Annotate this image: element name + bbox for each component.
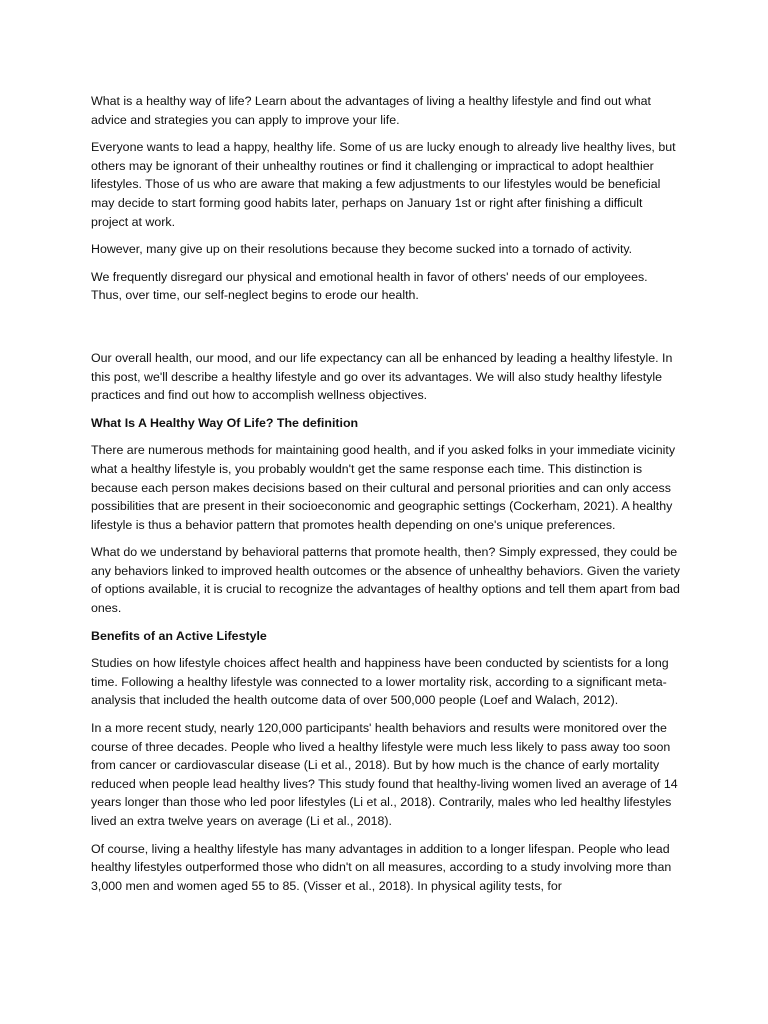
document-page xyxy=(91,92,681,904)
body-paragraph: In a more recent study, nearly 120,000 participants' health behaviors and results were monitored over the course of three decades. People who lived a healthy lifestyle were much less likely to pass away too soon from cancer or cardiovascular disease (Li et al., 2018). But by how much is the chance of early mortality reduced when people lead healthy lives? This study found that healthy-living women lived an average of 14 years longer than those who led poor lifestyles (Li et al., 2018). Contrarily, males who led healthy lifestyles lived an extra twelve years on average (Li et al., 2018). xyxy=(91,721,678,828)
body-paragraph: However, many give up on their resolutions because they become sucked into a tornado of activity. xyxy=(91,242,633,257)
body-paragraph: Of course, living a healthy lifestyle has many advantages in addition to a longer lifespan. People who lead healthy lifestyles outperformed those who didn't on all measures, according to a study involving more than 3,000 men and women aged 55 to 85. (Visser et al., 2018). In physical agility tests, for xyxy=(91,841,672,893)
section-heading: What Is A Healthy Way Of Life? The definition xyxy=(91,415,359,430)
section-heading: Benefits of an Active Lifestyle xyxy=(91,628,267,643)
body-paragraph: Studies on how lifestyle choices affect health and happiness have been conducted by scientists for a long time. Following a healthy lifestyle was connected to a lower mortality risk, according to a significant meta-analysis that included the health outcome data of over 500,000 people (Loef and Walach, 2012). xyxy=(91,656,669,708)
body-paragraph: Everyone wants to lead a happy, healthy life. Some of us are lucky enough to already live healthy lives, but others may be ignorant of their unhealthy routines or find it challenging or impractical to adopt healthier lifestyles. Those of us who are aware that making a few adjustments to our lifestyles would be beneficial may decide to start forming good habits later, perhaps on January 1st or right after finishing a difficult project at work. xyxy=(91,140,676,229)
body-paragraph: We frequently disregard our physical and emotional health in favor of others' needs of our employees. Thus, over time, our self-neglect begins to erode our health. xyxy=(91,269,648,303)
body-paragraph: Our overall health, our mood, and our life expectancy can all be enhanced by leading a healthy lifestyle. In this post, we'll describe a healthy lifestyle and go over its advantages. We will also study healthy lifestyle practices and find out how to accomplish wellness objectives. xyxy=(91,350,673,403)
body-paragraph: What do we understand by behavioral patterns that promote health, then? Simply expressed, they could be any behaviors linked to improved health outcomes or the absence of unhealthy behaviors. Given the variety of options available, it is crucial to recognize the advantages of healthy options and tell them apart from bad ones. xyxy=(91,545,680,616)
intro-paragraph: What is a healthy way of life? Learn about the advantages of living a healthy lifestyle and find out what advice and strategies you can apply to improve your life. xyxy=(91,94,651,127)
body-paragraph: There are numerous methods for maintaining good health, and if you asked folks in your immediate vicinity what a healthy lifestyle is, you probably wouldn't get the same response each time. This distinction is because each person makes decisions based on their cultural and personal priorities and can only access possibilities that are present in their socioeconomic and geographic settings (Cockerham, 2021). A healthy lifestyle is thus a behavior pattern that promotes health depending on one's unique preferences. xyxy=(91,443,676,532)
